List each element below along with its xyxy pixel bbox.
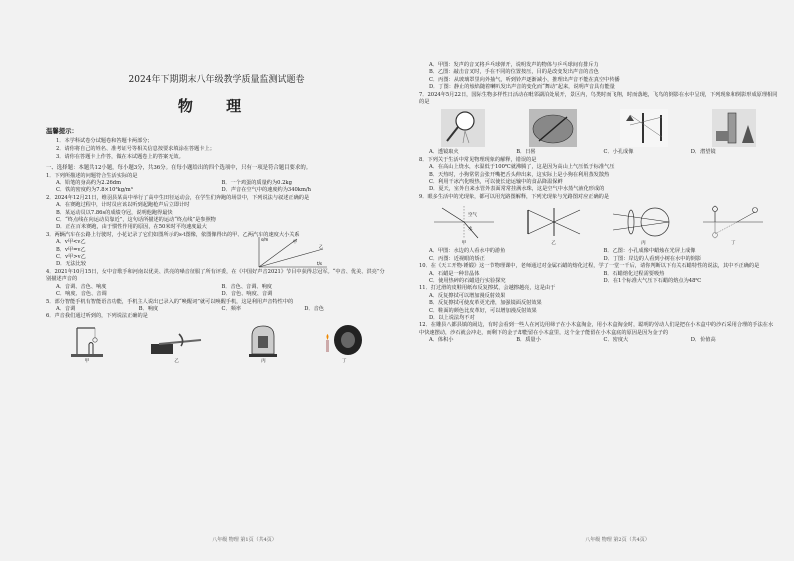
q5-option-c: C．频率	[221, 305, 242, 312]
q4-option-c: C．响度、音色、音调	[56, 291, 107, 298]
eye-lens-diagram	[611, 204, 675, 240]
figure-label: 丙	[261, 358, 266, 364]
question-6: 6．声音我们通过听到的，下列说法正确的是	[46, 313, 148, 320]
notice-item: 2．请你将自己的姓名、准考证号等相关信息按要求填涂在答题卡上；	[56, 146, 215, 152]
figure-bell-jar	[246, 324, 280, 364]
q6-option-a: A．甲图：发声的音叉将乒乓球弹开，说明发声的物体与乒乓球间有排斥力	[429, 62, 599, 68]
question-8: 8．下列关于生活中常见物理现象的解释，错误的是	[419, 156, 537, 163]
question-3: 3．两辆汽车在公路上行驶时，小花记录了它们如图所示的s-t图像，依图像得出的甲、乙两汽车的速度大小关系	[46, 231, 300, 238]
q12-option-d: D．价值高	[690, 337, 716, 344]
q9-option-a: A．甲图：水边的人看水中的游鱼	[429, 248, 506, 255]
page-footer-right: 八年级 物理 第2页（共4页）	[585, 537, 650, 543]
q11-option-c: C．鞋面的颜色比皮革好，可以增加漫反射效果	[429, 307, 537, 314]
q2-option-d: D．正在百米赛跑，由于惯性作用的原因，在50米时平均速度最大	[56, 224, 207, 231]
q5-option-d: D．音色	[304, 305, 324, 312]
figure-label: 甲	[84, 358, 90, 364]
q1-option-a: A．铅笔的身高约为2.26dm	[56, 180, 122, 186]
q10-option-b: B．石蜡熔化过程需要吸热	[603, 270, 665, 277]
q7-option-d: D．潜望镜	[690, 149, 716, 156]
figure-refraction	[432, 204, 496, 246]
sundial-icon	[529, 109, 577, 147]
label-air: 空气	[467, 213, 477, 219]
page-right	[397, 0, 794, 561]
figure-label: 丙	[641, 241, 646, 247]
q11-option-a: A．反复擦拭可以增加漫反射效果	[429, 292, 506, 299]
figure-label: 乙	[174, 358, 179, 364]
q4-option-a: A．音调、音色、响度	[56, 283, 107, 290]
q3-option-b: B．v甲=v乙	[56, 246, 86, 253]
ruler-icon	[149, 330, 205, 358]
q1-option-c: C．铁的密度约为7.8×10³kg/m³	[56, 187, 133, 194]
notice-heading: 温馨提示：	[46, 127, 78, 135]
question-10: 10．在《天工开物·锤锻》这一节物理课中，老师通过对金属石蜡的熔化过程，学了一堂一千后，请你判断以下有关石蜡特性的说法，其中不正确的是	[419, 263, 760, 270]
question-1: 1．下列所描述的问题符合生活实际的是	[46, 172, 138, 179]
figure-tuning-fork	[67, 324, 107, 364]
figure-eye	[611, 204, 675, 246]
question-11: 11．打过滑的皮鞋用纸布反复擦拭，会越擦越亮，这是由于	[419, 285, 556, 292]
q8-option-a: A．在高山上烧水，水温低于100℃就沸腾了，这是因为高山上气压低于标准气压	[429, 164, 615, 171]
q7-option-c: C．小孔成像	[603, 149, 634, 156]
q7-option-b: B．日晷	[516, 149, 536, 156]
q12-option-a: A．体积小	[429, 337, 454, 344]
question-9: 9．眼多生活中的光现象，都可以用光路图解释，下列光现象与光路图对应正确的是	[419, 193, 610, 200]
figure-reflection	[701, 204, 765, 246]
question-7: 7．2024年5月22日，国际生物多样性日活动在毗邻湖泊处展开，景区内，鸟类时而飞翔，时而落地，飞鸟的倒影在水中呈现，下列现象和倒影形成原理相同的是	[419, 91, 778, 106]
q2-option-c: C．“终点线在向运动员靠近”，这句话所描述的运动“终点线”是参照物	[56, 217, 216, 224]
q7-option-a: A．透镜取火	[429, 149, 459, 156]
figure-ruler	[149, 330, 205, 364]
question-12: 12．在雕县八都县镇的闹边，有时会看到一些人在河边用筛子在小木盒淘金，用小木盒淘金时，聪明的劳动人们是把在小木盒中的沙石采用合理的手法在水中快速摆动，沙石就会冲走，而剩下的金子却能留在小木盒里，这个金子能留在小木盒底的原因是因为金子的	[419, 322, 774, 336]
series-yi-label: 乙	[319, 244, 323, 250]
graph-ylabel: s/m	[261, 237, 269, 243]
q3-option-c: C．v甲>v乙	[56, 254, 86, 261]
q9-figures	[419, 204, 778, 246]
question-4: 4．2021年10月15日，女中音歌手和河南以优美、洪亮的嗓音征服了所有评委，在《中国好声音2021》节目中获得总冠军。“中音、优美、洪亮”分别描述声音的	[46, 268, 385, 283]
series-jia-label: 甲	[293, 239, 297, 245]
q6-option-b: B．乙图：敲击音叉时，手在不同的位置按压，目的是改变发出声音的音色	[429, 69, 599, 76]
series-jia-line	[259, 239, 297, 267]
q9-option-b: B．乙图：小孔成像中蜡烛在光屏上成像	[603, 248, 696, 255]
label-water: 水	[467, 227, 473, 233]
q2-option-b: B．某运动员以7.86s的成绩夺冠，说明他跑得最快	[56, 209, 173, 216]
pinhole-camera-icon	[620, 109, 668, 147]
q2-option-a: A．在赛跑过程中，计时员应该以听到起跑枪声后立即计时	[56, 202, 190, 209]
question-5: 5．部分智能手机有智能语音功能，手机主人说出已录入的“唤醒词”就可以唤醒手机，这是利用声音特性中的	[46, 298, 294, 305]
graph-xlabel: t/s	[317, 261, 322, 267]
q4-option-b: B．音色、音调、响度	[221, 283, 272, 290]
pinhole-diagram	[522, 204, 586, 240]
figure-label: 乙	[551, 241, 556, 247]
refraction-diagram	[432, 204, 496, 240]
question-2: 2．2024年12月21日，维羽县某高中举行了高中生田径运动会，在学生们奔跑的场景中，下列说法与叙述正确的是	[46, 194, 310, 201]
figure-label: 甲	[461, 241, 467, 247]
q9-option-d: D．丁图：岸边的人看到小树在水中的倒影	[603, 255, 702, 262]
tuning-fork-icon	[67, 324, 107, 358]
series-yi-line	[259, 249, 323, 267]
speaker-icon	[322, 324, 366, 358]
q3-option-d: D．无法比较	[56, 261, 87, 268]
periscope-icon	[712, 109, 756, 147]
q4-option-d: D．音色、响度、音调	[221, 291, 273, 298]
q6-option-d: D．丁图：静止的烛焰随着喇叭发出声音的变化而“舞动”起来，说明声音具有能量	[429, 84, 615, 91]
q10-option-d: D．在1个标准大气压下石蜡的熔点为48℃	[603, 277, 702, 284]
q5-option-a: A．音调	[56, 305, 76, 312]
st-graph	[251, 235, 331, 271]
exam-title: 2024年下期期末八年级教学质量监测试题卷	[128, 75, 305, 85]
q11-option-b: B．反复擦拭可使皮革更光滑，加强镜面反射效果	[429, 300, 542, 307]
q12-option-c: C．密度大	[603, 337, 629, 344]
q6-option-c: C．丙图：从玻璃罩里向外抽气，听到铃声逐渐减小，推理出声音不能在真空中传播	[429, 76, 620, 83]
q8-option-d: D．夏天，室外自来水管外表面常常挂满水珠，这是空气中水蒸气液化形成的	[429, 186, 605, 193]
q5-option-b: B．响度	[138, 305, 159, 312]
q7-figures	[419, 109, 778, 147]
q10-option-c: C．使用热碎的石蜡进行实验探究	[429, 277, 506, 284]
figure-label: 丁	[341, 358, 347, 364]
figure-label: 丁	[730, 241, 736, 247]
notice-item: 1．本学科试卷分试题卷和答题卡两部分；	[56, 138, 153, 144]
q12-option-b: B．质量小	[516, 337, 541, 344]
subject-title: 物 理	[177, 97, 256, 115]
figure-pinhole	[522, 204, 586, 246]
q1-option-b: B．一个鸡蛋的质量约为0.2kg	[221, 180, 292, 186]
q1-option-d: D．声音在空气中的速度约为340km/h	[221, 187, 311, 194]
q9-option-c: C．丙图：近视眼的矫正	[429, 255, 485, 262]
q3-option-a: A．v甲<v乙	[56, 239, 86, 246]
page-footer-left: 八年级 物理 第1页（共4页）	[212, 537, 277, 543]
q11-option-d: D．以上说法均不对	[429, 314, 475, 321]
q6-figures	[46, 324, 387, 364]
reflection-diagram	[701, 204, 765, 240]
section-heading: 一、选择题：本题共12小题，每小题3分，共36分。在每小题给出的四个选项中，只有一项是符合题目要求的。	[46, 165, 312, 171]
notice-item: 3．请你在答题卡上作答，做在本试题卷上的答案无效。	[56, 154, 184, 160]
q8-option-c: C．利用干冰汽化吸热，可以使长途运输中的食品降温保鲜	[429, 179, 563, 186]
q8-option-b: B．天热时，小狗常常会张开嘴把舌头伸出来，这实际上是小狗在利用蒸发散热	[429, 171, 610, 178]
figure-speaker	[322, 324, 366, 364]
magnifier-fire-icon	[441, 109, 485, 147]
bell-jar-icon	[246, 324, 280, 358]
q10-option-a: A．石蜡是一种非晶体	[429, 270, 480, 277]
